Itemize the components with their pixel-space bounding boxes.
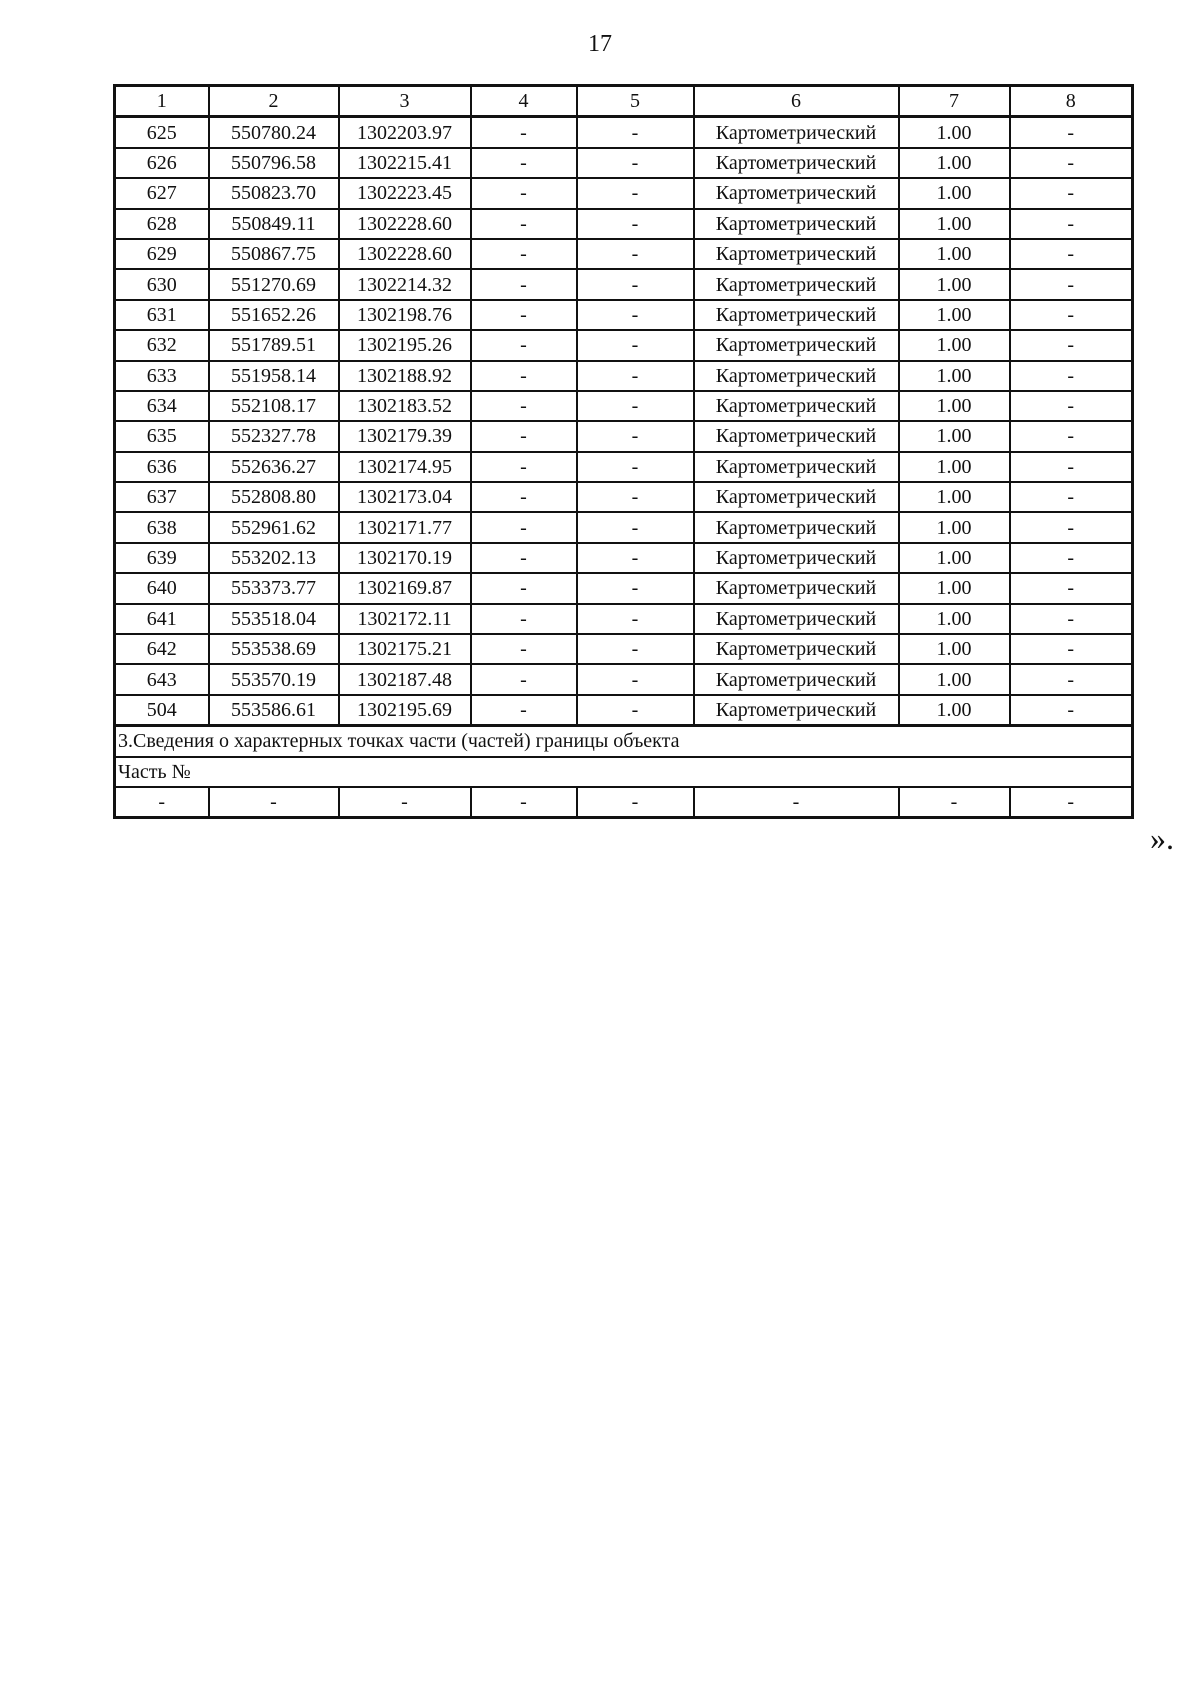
closing-quote: ». (1150, 820, 1174, 856)
table-cell: - (1010, 787, 1133, 818)
table-cell: 1.00 (899, 543, 1010, 573)
table-cell: 553538.69 (209, 634, 339, 664)
table-cell: 1302174.95 (339, 452, 471, 482)
table-cell: Картометрический (694, 117, 899, 148)
table-cell: Картометрический (694, 512, 899, 542)
table-row (115, 634, 1133, 664)
column-header: 8 (1010, 86, 1133, 117)
table-row (115, 421, 1133, 451)
table-row (115, 361, 1133, 391)
table-cell: - (577, 391, 694, 421)
table-row (115, 391, 1133, 421)
table-cell: 635 (115, 421, 209, 451)
table-cell: - (471, 543, 577, 573)
table-cell: - (471, 573, 577, 603)
table-cell: - (471, 452, 577, 482)
table-cell: 1.00 (899, 695, 1010, 726)
table-cell: - (577, 300, 694, 330)
table-cell: 553373.77 (209, 573, 339, 603)
table-cell: 1302228.60 (339, 209, 471, 239)
table-cell: - (577, 117, 694, 148)
table-cell: - (577, 269, 694, 299)
table-cell: 1302179.39 (339, 421, 471, 451)
table-cell: 552636.27 (209, 452, 339, 482)
table-row (115, 239, 1133, 269)
table-cell: - (577, 604, 694, 634)
table-cell: - (577, 543, 694, 573)
table-cell: Картометрический (694, 269, 899, 299)
table-cell: - (577, 148, 694, 178)
table-cell: 551958.14 (209, 361, 339, 391)
table-cell: - (1010, 695, 1133, 726)
table-cell: Картометрический (694, 391, 899, 421)
table-cell: 1.00 (899, 391, 1010, 421)
table-cell: 1302183.52 (339, 391, 471, 421)
table-row (115, 330, 1133, 360)
table-cell: - (1010, 330, 1133, 360)
table-cell: 643 (115, 664, 209, 694)
table-row (115, 209, 1133, 239)
part-label-row (115, 757, 1133, 787)
table-cell: 550867.75 (209, 239, 339, 269)
column-header: 3 (339, 86, 471, 117)
table-cell: - (577, 573, 694, 603)
table-cell: 1.00 (899, 664, 1010, 694)
table-cell: 552327.78 (209, 421, 339, 451)
table-row (115, 452, 1133, 482)
table-row (115, 604, 1133, 634)
table-cell: 1.00 (899, 178, 1010, 208)
table-row (115, 300, 1133, 330)
column-header: 6 (694, 86, 899, 117)
table-cell: - (471, 391, 577, 421)
table-row (115, 269, 1133, 299)
table-cell: - (1010, 604, 1133, 634)
table-cell: - (1010, 391, 1133, 421)
table-row (115, 482, 1133, 512)
table-cell: - (1010, 239, 1133, 269)
table-cell: 1302223.45 (339, 178, 471, 208)
table-cell: 627 (115, 178, 209, 208)
table-cell: Картометрический (694, 664, 899, 694)
table-cell: 642 (115, 634, 209, 664)
table-cell: 633 (115, 361, 209, 391)
table-cell: - (1010, 634, 1133, 664)
table-cell: 1.00 (899, 573, 1010, 603)
table-cell: 1.00 (899, 148, 1010, 178)
table-cell: - (577, 209, 694, 239)
table-cell: 628 (115, 209, 209, 239)
table-cell: Картометрический (694, 209, 899, 239)
table-cell: Картометрический (694, 634, 899, 664)
table-row (115, 148, 1133, 178)
table-cell: 1302175.21 (339, 634, 471, 664)
table-cell: 1302198.76 (339, 300, 471, 330)
table-cell: 1302173.04 (339, 482, 471, 512)
table-cell: 551270.69 (209, 269, 339, 299)
table-cell: 551789.51 (209, 330, 339, 360)
table-cell: - (1010, 117, 1133, 148)
table-cell: 632 (115, 330, 209, 360)
coordinates-table (113, 84, 1134, 819)
table-cell: 630 (115, 269, 209, 299)
table-cell: - (471, 117, 577, 148)
table-cell: - (471, 634, 577, 664)
table-cell: 1302228.60 (339, 239, 471, 269)
table-cell: - (471, 361, 577, 391)
table-cell: - (471, 148, 577, 178)
table-cell: 638 (115, 512, 209, 542)
table-cell: 1.00 (899, 482, 1010, 512)
table-cell: - (209, 787, 339, 818)
table-cell: 1.00 (899, 269, 1010, 299)
table-cell: - (577, 695, 694, 726)
table-cell: - (471, 330, 577, 360)
table-cell: - (339, 787, 471, 818)
table-row (115, 695, 1133, 726)
table-cell: 553202.13 (209, 543, 339, 573)
table-cell: 550849.11 (209, 209, 339, 239)
table-cell: 1.00 (899, 634, 1010, 664)
table-cell: - (471, 269, 577, 299)
table-cell: - (471, 421, 577, 451)
table-cell: - (471, 300, 577, 330)
column-header: 4 (471, 86, 577, 117)
table-cell: 637 (115, 482, 209, 512)
table-cell: 553570.19 (209, 664, 339, 694)
table-cell: - (1010, 148, 1133, 178)
table-cell: 553586.61 (209, 695, 339, 726)
table-cell: 1302203.97 (339, 117, 471, 148)
table-cell: Картометрический (694, 421, 899, 451)
table-cell: 550796.58 (209, 148, 339, 178)
table-cell: 1302170.19 (339, 543, 471, 573)
table-cell: - (577, 482, 694, 512)
table-cell: - (1010, 452, 1133, 482)
page-number: 17 (588, 31, 612, 57)
table-cell: 640 (115, 573, 209, 603)
table-cell: - (1010, 421, 1133, 451)
table-cell: 634 (115, 391, 209, 421)
table-cell: - (577, 512, 694, 542)
table-cell: 550823.70 (209, 178, 339, 208)
table-cell: 1302215.41 (339, 148, 471, 178)
table-cell: 1302187.48 (339, 664, 471, 694)
table-cell: - (577, 664, 694, 694)
table-cell: - (577, 178, 694, 208)
section-title: 3.Сведения о характерных точках части (частей) границы объекта (115, 726, 1133, 757)
table-cell: - (471, 482, 577, 512)
table-cell: Картометрический (694, 178, 899, 208)
table-cell: 1.00 (899, 117, 1010, 148)
table-cell: - (1010, 482, 1133, 512)
table-cell: 550780.24 (209, 117, 339, 148)
column-header: 1 (115, 86, 209, 117)
column-header: 2 (209, 86, 339, 117)
table-cell: Картометрический (694, 543, 899, 573)
table-cell: 1.00 (899, 452, 1010, 482)
table-cell: Картометрический (694, 239, 899, 269)
table-cell: - (577, 361, 694, 391)
table-cell: - (577, 634, 694, 664)
table-cell: 1.00 (899, 604, 1010, 634)
table-cell: - (1010, 361, 1133, 391)
table-cell: 553518.04 (209, 604, 339, 634)
table-cell: 625 (115, 117, 209, 148)
table-cell: 636 (115, 452, 209, 482)
table-cell: - (1010, 573, 1133, 603)
table-cell: - (1010, 512, 1133, 542)
table-cell: 1.00 (899, 209, 1010, 239)
table-cell: 1302169.87 (339, 573, 471, 603)
table-cell: - (471, 787, 577, 818)
table-cell: 1302188.92 (339, 361, 471, 391)
table-row (115, 573, 1133, 603)
table-cell: - (471, 239, 577, 269)
table-cell: 639 (115, 543, 209, 573)
table-cell: - (899, 787, 1010, 818)
table-cell: 1302195.26 (339, 330, 471, 360)
table-cell: - (471, 604, 577, 634)
table-cell: - (1010, 269, 1133, 299)
table-cell: 641 (115, 604, 209, 634)
table-cell: - (577, 787, 694, 818)
table-cell: 1302172.11 (339, 604, 471, 634)
table-cell: Картометрический (694, 482, 899, 512)
table-cell: 1.00 (899, 421, 1010, 451)
table-cell: Картометрический (694, 452, 899, 482)
table-cell: Картометрический (694, 148, 899, 178)
table-cell: Картометрический (694, 330, 899, 360)
table-header-row (115, 86, 1133, 117)
table-cell: - (471, 209, 577, 239)
empty-part-row (115, 787, 1133, 818)
table-cell: - (471, 695, 577, 726)
table-cell: - (1010, 543, 1133, 573)
table-cell: Картометрический (694, 695, 899, 726)
column-header: 7 (899, 86, 1010, 117)
table-cell: - (1010, 300, 1133, 330)
table-cell: 1.00 (899, 512, 1010, 542)
table-row (115, 543, 1133, 573)
table-cell: - (1010, 209, 1133, 239)
table-row (115, 512, 1133, 542)
table-cell: 552108.17 (209, 391, 339, 421)
table-cell: - (1010, 178, 1133, 208)
table-cell: 552808.80 (209, 482, 339, 512)
table-cell: 631 (115, 300, 209, 330)
table-cell: 1.00 (899, 300, 1010, 330)
table-cell: - (694, 787, 899, 818)
table-cell: - (577, 330, 694, 360)
table-cell: Картометрический (694, 300, 899, 330)
table-cell: 1.00 (899, 361, 1010, 391)
table-row (115, 664, 1133, 694)
table-cell: 1.00 (899, 239, 1010, 269)
table-cell: - (115, 787, 209, 818)
column-header: 5 (577, 86, 694, 117)
table-cell: 1302195.69 (339, 695, 471, 726)
table-cell: - (577, 452, 694, 482)
table-cell: 1302214.32 (339, 269, 471, 299)
table-cell: 1.00 (899, 330, 1010, 360)
table-cell: - (577, 239, 694, 269)
table-cell: - (577, 421, 694, 451)
part-label: Часть № (115, 757, 1133, 787)
table-cell: Картометрический (694, 573, 899, 603)
table-cell: 551652.26 (209, 300, 339, 330)
table-cell: - (471, 664, 577, 694)
table-cell: - (1010, 664, 1133, 694)
table-cell: 626 (115, 148, 209, 178)
table-cell: Картометрический (694, 604, 899, 634)
table-cell: 552961.62 (209, 512, 339, 542)
table-cell: 504 (115, 695, 209, 726)
table-cell: - (471, 512, 577, 542)
table-row (115, 117, 1133, 148)
table-cell: 1302171.77 (339, 512, 471, 542)
table-cell: - (471, 178, 577, 208)
table-cell: 629 (115, 239, 209, 269)
table-row (115, 178, 1133, 208)
table-cell: Картометрический (694, 361, 899, 391)
section-title-row (115, 726, 1133, 757)
